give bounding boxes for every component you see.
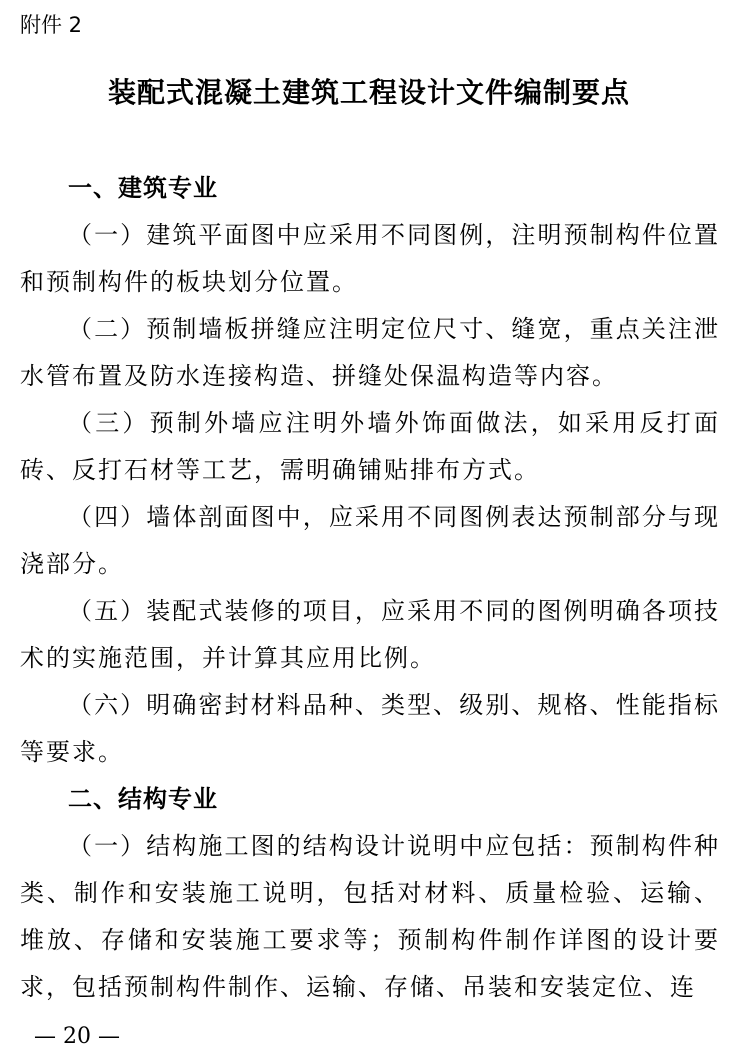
paragraph-arch-2: （二）预制墙板拼缝应注明定位尺寸、缝宽，重点关注泄水管布置及防水连接构造、拼缝处保温构造等内容。: [20, 315, 720, 390]
page-number: — 20 —: [34, 1024, 120, 1049]
section-heading-structure: 二、结构专业: [68, 785, 218, 813]
paragraph-arch-6: （六）明确密封材料品种、类型、级别、规格、性能指标等要求。: [20, 691, 720, 766]
paragraph-arch-1: （一）建筑平面图中应采用不同图例，注明预制构件位置和预制构件的板块划分位置。: [20, 221, 720, 296]
paragraph-arch-3: （三）预制外墙应注明外墙外饰面做法，如采用反打面砖、反打石材等工艺，需明确铺贴排布方式。: [20, 409, 720, 484]
attachment-label: 附件 2: [20, 13, 83, 37]
paragraph-struct-1: （一）结构施工图的结构设计说明中应包括：预制构件种类、制作和安装施工说明，包括对材料、质量检验、运输、堆放、存储和安装施工要求等；预制构件制作详图的设计要求，包括预制构件制作、运输、存储、吊装和安装定位、连: [20, 832, 720, 1001]
document-title: 装配式混凝土建筑工程设计文件编制要点: [107, 76, 630, 109]
document-body: [20, 165, 720, 1011]
paragraph-arch-5: （五）装配式装修的项目，应采用不同的图例明确各项技术的实施范围，并计算其应用比例。: [20, 597, 720, 672]
section-heading-architecture: 一、建筑专业: [68, 174, 218, 202]
paragraph-arch-4: （四）墙体剖面图中，应采用不同图例表达预制部分与现浇部分。: [20, 503, 720, 578]
